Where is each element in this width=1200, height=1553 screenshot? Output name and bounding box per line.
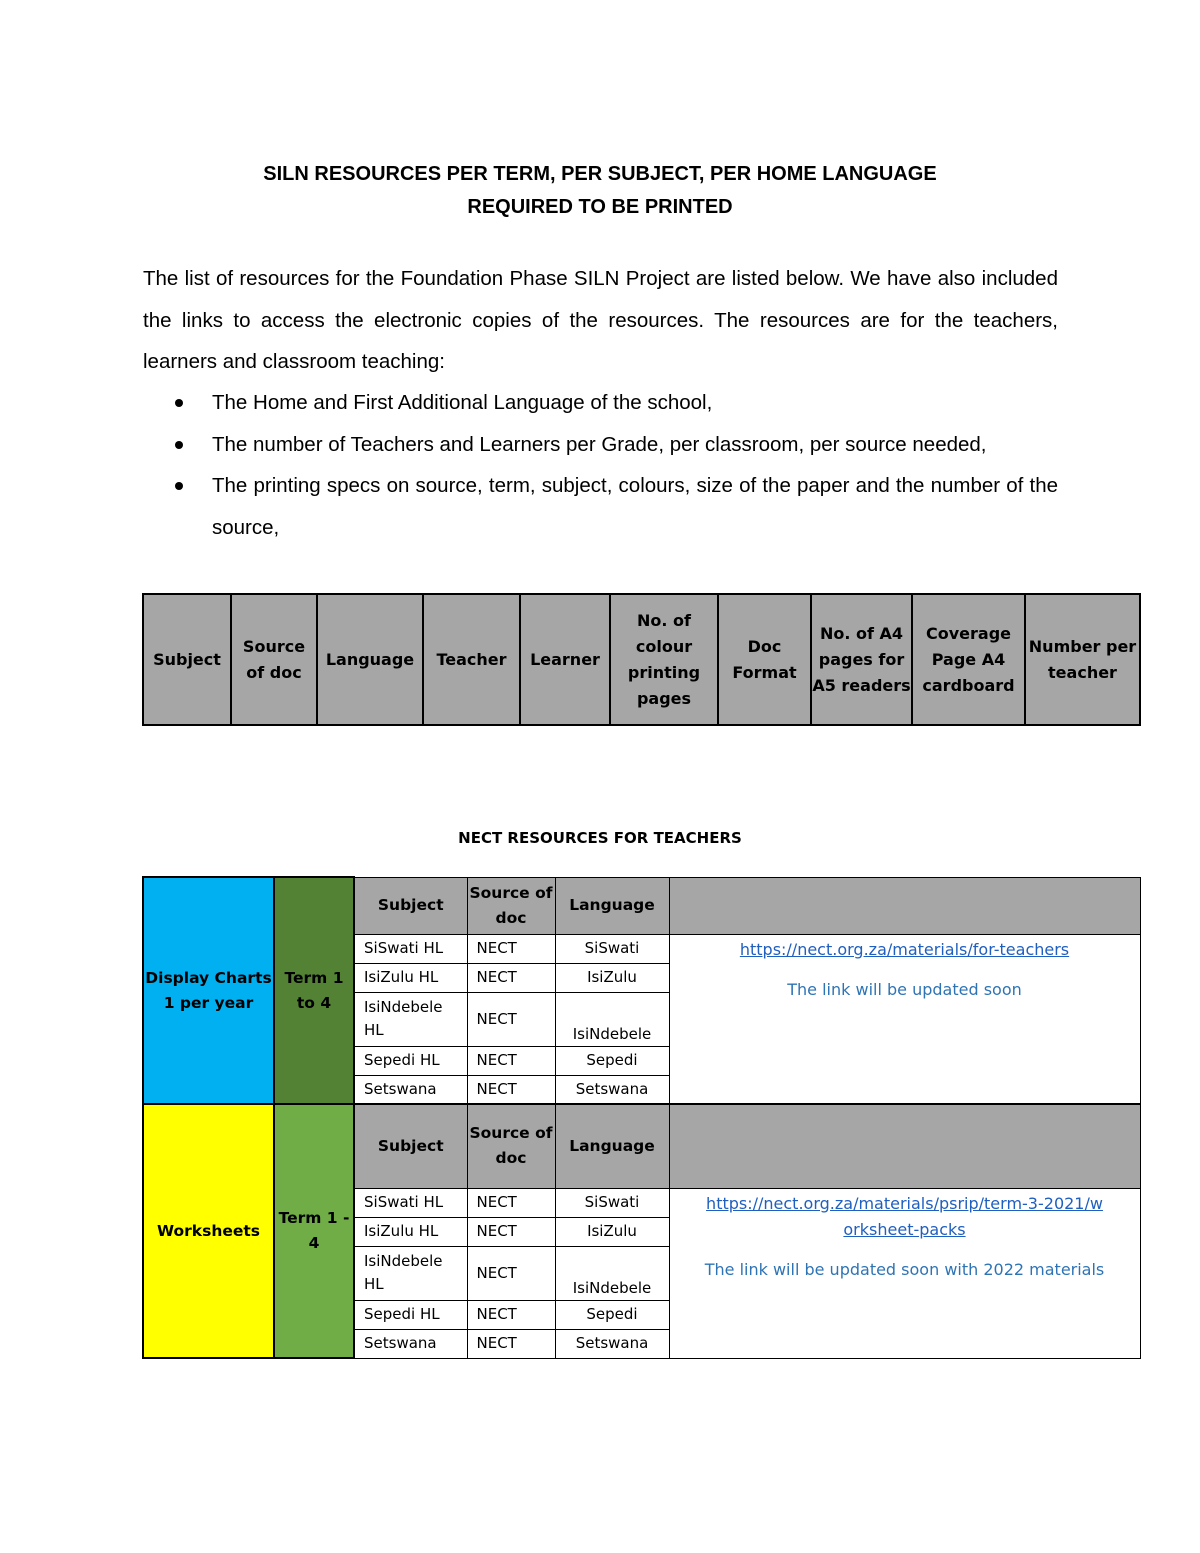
list-item: The Home and First Additional Language of the school, <box>143 382 1058 424</box>
bullet-icon <box>175 399 183 407</box>
column-header-blank <box>669 1104 1140 1188</box>
spec-header-doc-format: Doc Format <box>718 594 811 725</box>
table-row: Sepedi HL NECT Sepedi <box>143 1300 1140 1329</box>
printing-spec-table <box>142 593 1141 726</box>
bullet-icon <box>175 441 183 449</box>
worksheets-link[interactable]: https://nect.org.za/materials/psrip/term-3-2021/worksheet-packs <box>706 1193 1103 1239</box>
worksheets-link-cell <box>669 1188 1140 1358</box>
table-row: IsiNdebele HL NECT IsiNdebele <box>143 1246 1140 1300</box>
spec-header-colour-pages: No. of colour printing pages <box>610 594 718 725</box>
column-header-subject: Subject <box>354 877 467 934</box>
spec-header-learner: Learner <box>520 594 610 725</box>
table-row: IsiZulu HL NECT IsiZulu <box>143 963 1140 992</box>
table-row: Sepedi HL NECT Sepedi <box>143 1046 1140 1075</box>
list-item: The printing specs on source, term, subject, colours, size of the paper and the number of the source, <box>143 465 1058 548</box>
column-header-language: Language <box>555 877 669 934</box>
display-charts-note: The link will be updated soon <box>787 979 1022 999</box>
spec-header-number-per-teacher: Number per teacher <box>1025 594 1140 725</box>
spec-header-coverage-page: Coverage Page A4 cardboard <box>912 594 1025 725</box>
table-row: SiSwati HL NECT SiSwati https://nect.org.za/materials/psrip/term-3-2021/worksheet-packs The link will be updated soon with 2022 materials <box>143 1188 1140 1217</box>
bullet-icon <box>175 482 183 490</box>
display-charts-link-cell <box>669 934 1140 1104</box>
column-header-language: Language <box>555 1104 669 1188</box>
table-row: Setswana NECT Setswana <box>143 1329 1140 1358</box>
term-worksheets: Term 1 - 4 <box>274 1104 354 1358</box>
document-title-line-2: REQUIRED TO BE PRINTED <box>467 196 733 218</box>
table-row: IsiNdebele HL NECT IsiNdebele <box>143 992 1140 1046</box>
worksheets-note: The link will be updated soon with 2022 materials <box>704 1259 1105 1279</box>
column-header-blank <box>669 877 1140 934</box>
section-title: NECT RESOURCES FOR TEACHERS <box>458 829 742 847</box>
category-worksheets: Worksheets <box>143 1104 274 1358</box>
display-charts-link[interactable]: https://nect.org.za/materials/for-teachers <box>739 939 1070 959</box>
column-header-source: Source of doc <box>467 1104 555 1188</box>
list-item: The number of Teachers and Learners per Grade, per classroom, per source needed, <box>143 424 1058 466</box>
nect-resources-table <box>142 876 1141 1359</box>
table-row: IsiZulu HL NECT IsiZulu <box>143 1217 1140 1246</box>
requirements-list <box>143 382 1058 548</box>
spec-header-a4-pages: No. of A4 pages for A5 readers <box>811 594 912 725</box>
table-row: SiSwati HL NECT SiSwati https://nect.org.za/materials/for-teachers The link will be updated soon <box>143 934 1140 963</box>
document-title-line-1: SILN RESOURCES PER TERM, PER SUBJECT, PER HOME LANGUAGE <box>263 163 937 185</box>
table-row: Setswana NECT Setswana <box>143 1075 1140 1104</box>
spec-header-teacher: Teacher <box>423 594 520 725</box>
spec-header-subject: Subject <box>143 594 231 725</box>
column-header-source: Source of doc <box>467 877 555 934</box>
column-header-subject: Subject <box>354 1104 467 1188</box>
category-display-charts: Display Charts 1 per year <box>143 877 274 1104</box>
term-display-charts: Term 1 to 4 <box>274 877 354 1104</box>
intro-paragraph: The list of resources for the Foundation Phase SILN Project are listed below. We have also included the links to access the electronic copies of the resources. The resources are for the teachers, learners and classroom teaching: <box>143 267 1058 373</box>
spec-header-language: Language <box>317 594 423 725</box>
spec-header-source: Source of doc <box>231 594 317 725</box>
